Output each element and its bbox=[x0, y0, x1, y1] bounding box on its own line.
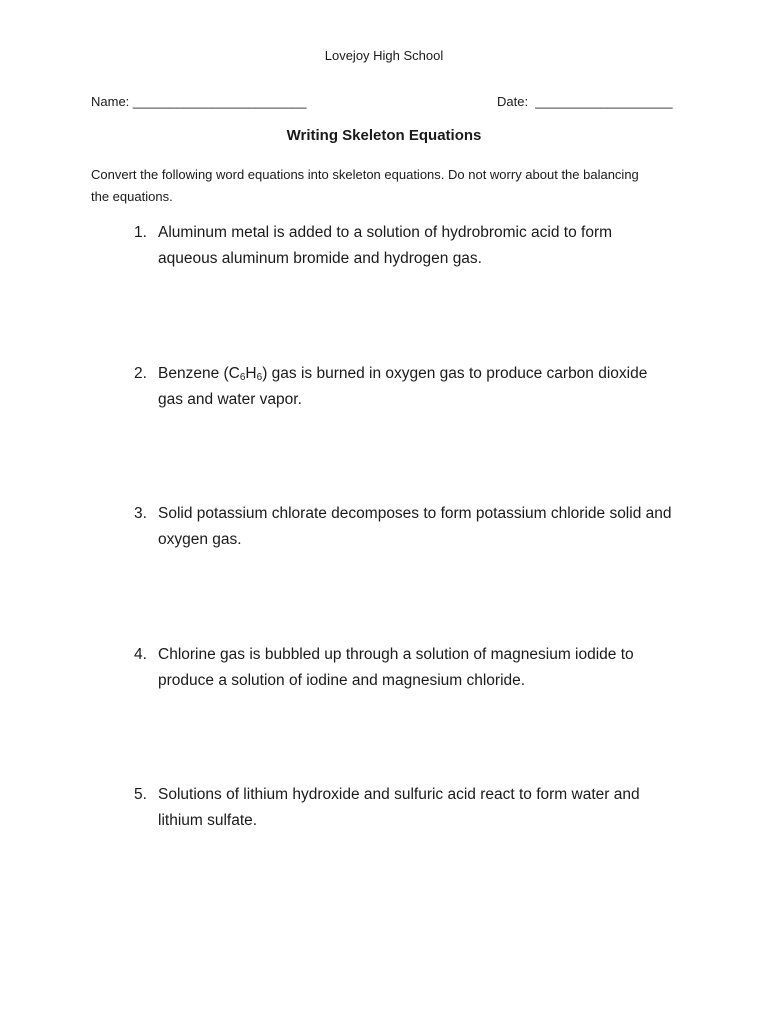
question-number: 1. bbox=[134, 224, 147, 241]
question-2 bbox=[134, 361, 674, 413]
question-number: 2. bbox=[134, 365, 147, 382]
school-name: Lovejoy High School bbox=[324, 48, 444, 63]
question-text-part: Benzene (C bbox=[158, 365, 240, 382]
worksheet-title: Writing Skeleton Equations bbox=[286, 127, 482, 144]
question-text bbox=[134, 361, 674, 413]
question-number: 3. bbox=[134, 505, 147, 522]
question-5 bbox=[134, 782, 674, 834]
question-text: Chlorine gas is bubbled up through a solution of magnesium iodide to produce a solution of iodine and magnesium chloride. bbox=[158, 646, 634, 689]
question-4 bbox=[134, 642, 674, 694]
instructions: Convert the following word equations into skeleton equations. Do not worry about the balancing the equations. bbox=[91, 167, 639, 204]
date-field: Date: ___________________ bbox=[497, 94, 673, 109]
question-1 bbox=[134, 220, 674, 272]
question-text: Solid potassium chlorate decomposes to form potassium chloride solid and oxygen gas. bbox=[158, 505, 672, 548]
question-text: Solutions of lithium hydroxide and sulfuric acid react to form water and lithium sulfate. bbox=[158, 786, 640, 829]
name-field: Name: ________________________ bbox=[91, 94, 307, 109]
question-3 bbox=[134, 501, 674, 553]
question-text-part: H bbox=[245, 365, 257, 382]
subscript: 6 bbox=[256, 372, 263, 383]
question-text-part: ) gas is burned in oxygen gas to produce carbon dioxide gas and water vapor. bbox=[158, 365, 648, 408]
question-text: Aluminum metal is added to a solution of hydrobromic acid to form aqueous aluminum bromide and hydrogen gas. bbox=[158, 224, 613, 267]
question-number: 5. bbox=[134, 786, 147, 803]
question-number: 4. bbox=[134, 646, 147, 663]
subscript: 6 bbox=[239, 372, 246, 383]
